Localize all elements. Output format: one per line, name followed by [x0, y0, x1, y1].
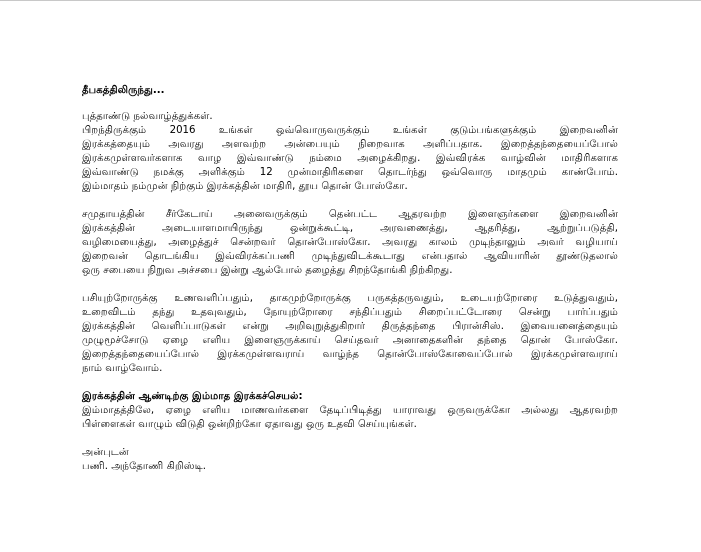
- text-line: உறைவிடம் தந்து உதவுவதும், நோயுற்றோரை சந்திப்பதும் சிறைப்பட்டோரை சென்று பார்ப்பதும்: [82, 307, 618, 318]
- text-line: இம்மாதத்திலே, ஏழை எளிய மாணவர்களை தேடிப்பிடித்து யாராவது ஒருவருக்கோ அல்லது ஆதரவற்ற: [82, 405, 618, 416]
- text-line: பிள்ளைகள் வாழும் விடுதி ஒன்றிற்கோ ஏதாவது ஒரு உதவி செய்யுங்கள்.: [82, 419, 417, 430]
- paragraph-works-of-mercy: [82, 292, 618, 376]
- text-line: பசியுற்றோருக்கு உணவளிப்பதும், தாகமுற்றோருக்கு பருகத்தருவதும், உடையற்றோரை உடுத்துவதும்,: [82, 293, 618, 304]
- text-line: இறைத்தந்தையைப்போல் இரக்கமுள்ளவராய் வாழ்ந்த தொன்போஸ்கோவைப்போல் இரக்கமுள்ளவராய்: [82, 349, 618, 360]
- paragraph-intro: [82, 110, 618, 194]
- text-line: இறைவன் தொடங்கிய இவ்விரக்கப்பணி முடிந்துவிடக்கூடாது என்பதால் ஆவியாரின் தூண்டுதலால்: [82, 251, 618, 262]
- text-line: இரக்கத்தின் வெளிப்பாடுகள் என்று அறிவுறுத்துகிறார் திருத்தந்தை பிரான்சிஸ். இவையனைத்தையும்: [82, 321, 618, 332]
- text-line: இவ்வாண்டு நமக்கு அளிக்கும் 12 முன்மாதிரிகளை தொடர்ந்து ஒவ்வொரு மாதமும் காண்போம்.: [82, 167, 618, 178]
- closing-text: அன்புடன்: [82, 447, 129, 458]
- text-line: இரக்கத்தையும் அவரது அளவற்ற அன்பையும் நிறைவாக அளிப்பதாக. இறைத்தந்தையைப்போல்: [82, 139, 618, 150]
- signoff: [82, 446, 618, 474]
- monthly-action-title: இரக்கத்தின் ஆண்டிற்கு இம்மாத இரக்கச்செயல்:: [82, 391, 303, 402]
- top-border-line: [0, 0, 701, 1]
- text-line: பிறந்திருக்கும் 2016 உங்கள் ஒவ்வொருவருக்கும் உங்கள் குடும்பங்களுக்கும் இறைவனின்: [82, 125, 618, 136]
- paragraph-history: [82, 208, 618, 278]
- text-line: ஒரு சபையை நிறுவ அச்சபை இன்று ஆல்போல் தழைத்து சிறந்தோங்கி நிற்கிறது.: [82, 265, 453, 276]
- paragraph-monthly-action: [82, 390, 618, 432]
- greeting-line: புத்தாண்டு நல்வாழ்த்துக்கள்.: [82, 111, 213, 122]
- text-line: முழுமூச்சோடு ஏழை எளிய இளைஞருக்காய் செய்தவர் அனாதைகளின் தந்தை தொன் போஸ்கோ.: [82, 335, 618, 346]
- signature-name: பணி. அந்தோணி கிறிஸ்டி.: [82, 461, 207, 472]
- letter-heading: தீபகத்திலிருந்து...: [82, 85, 165, 96]
- text-line: நாம் வாழ்வோம்.: [82, 363, 163, 374]
- text-line: சமுதாயத்தின் சீர்கேடாய் அனைவருக்கும் தென்பட்ட ஆதரவற்ற இளைஞர்களை இறைவனின்: [82, 209, 618, 220]
- text-line: இம்மாதம் நம்முன் நிற்கும் இரக்கத்தின் மாதிரி, தூய தொன் போஸ்கோ.: [82, 181, 408, 192]
- letter-body: [82, 84, 618, 474]
- text-line: இரக்கத்தின் அடையாளமாயிருந்து ஒன்றுக்கூட்டி, அரவணைத்து, ஆதரித்து, ஆற்றுப்படுத்தி,: [82, 223, 618, 234]
- text-line: வழிமையைத்து, அழைத்துச் சென்றவர் தொன்போஸ்கோ. அவரது காலம் முடிந்தாலும் அவர் வழியாய்: [82, 237, 618, 248]
- text-line: இரக்கமுள்ளவர்களாக வாழ இவ்வாண்டு நம்மை அழைக்கிறது. இவ்விரக்க வாழ்வின் மாதிரிகளாக: [82, 153, 618, 164]
